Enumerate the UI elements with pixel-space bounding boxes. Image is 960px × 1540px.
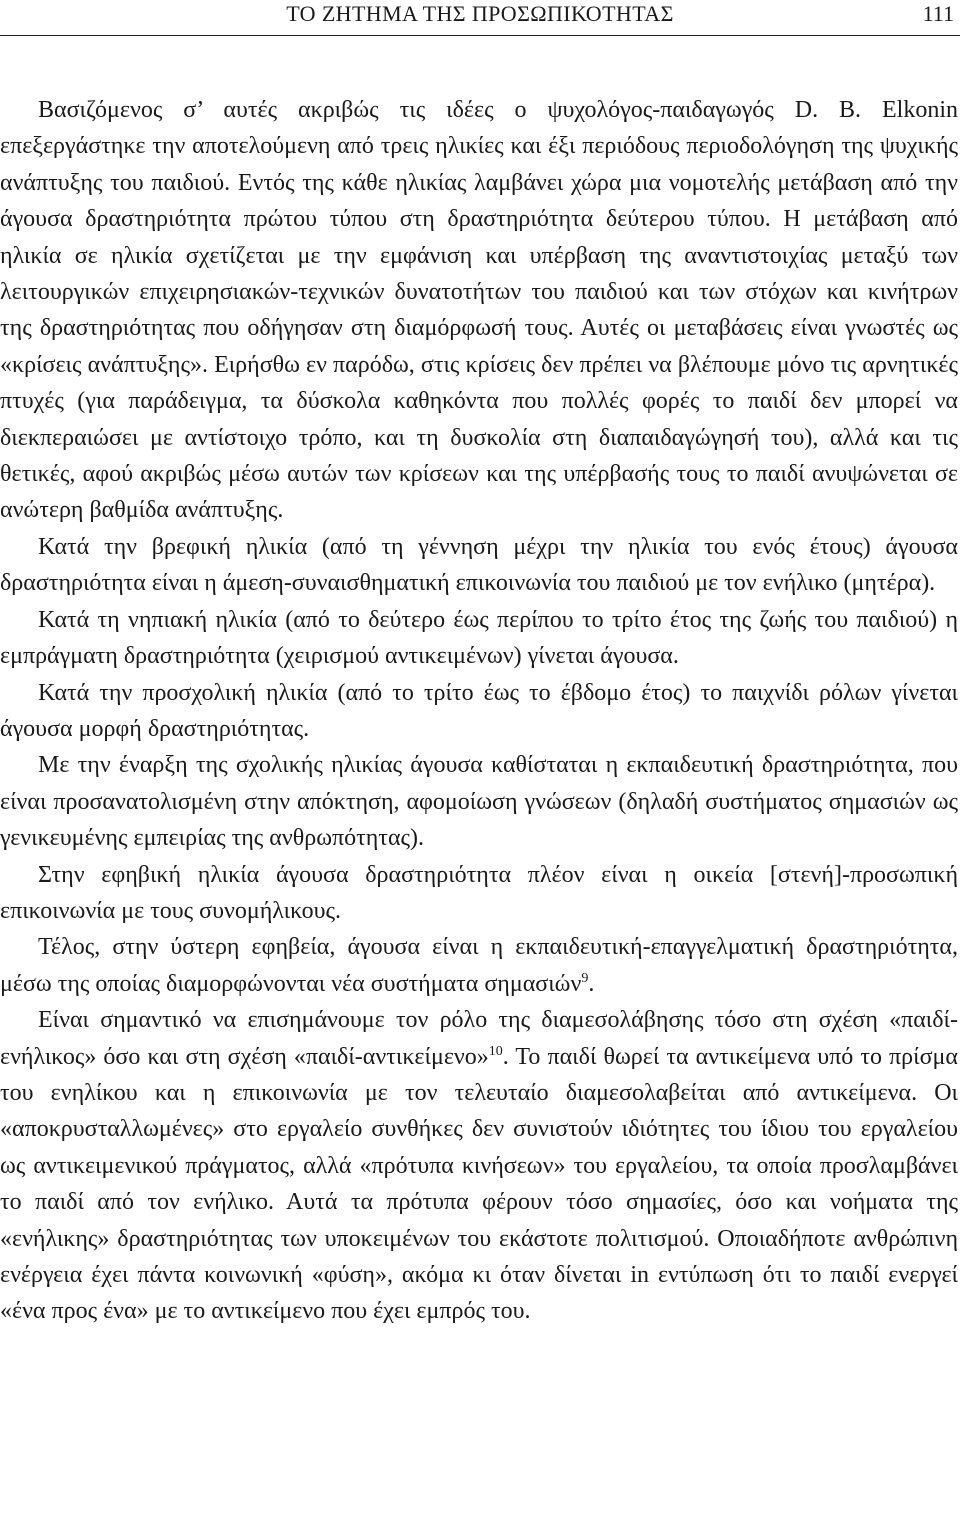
page-number: 111	[922, 1, 954, 26]
running-header	[0, 0, 960, 36]
paragraph-infancy: Κατά την βρεφική ηλικία (από τη γέννηση μέχρι την ηλικία του ενός έτους) άγουσα δραστηριότητα είναι η άμεση-συναισθηματική επικοινωνία του παιδιού με τον ενήλικο (μητέρα).	[0, 533, 958, 597]
footnote-reference: 10	[488, 1043, 503, 1059]
paragraph-mediation	[0, 1002, 958, 1330]
paragraph-text: .	[588, 970, 595, 997]
body-text	[0, 92, 958, 1330]
paragraph-text: Τέλος, στην ύστερη εφηβεία, άγουσα είναι η εκπαιδευτική-επαγγελματική δραστηριότητα, μέσω της οποίας διαμορφώνονται νέα συστήματα σημασιών	[0, 934, 958, 997]
paragraph-early-childhood: Κατά τη νηπιακή ηλικία (από το δεύτερο έως περίπου το τρίτο έτος της ζωής του παιδιού) η εμπράγματη δραστηριότητα (χειρισμού αντικειμένων) γίνεται άγουσα.	[0, 606, 958, 670]
paragraph-elkonin-periodization: Βασιζόμενος σ’ αυτές ακριβώς τις ιδέες ο ψυχολόγος-παιδαγωγός D. B. Elkonin επεξεργάστηκε την αποτελούμενη από τρεις ηλικίες και έξι περιόδους περιοδολόγηση της ψυχικής ανάπτυξης του παιδιού. Εντός της κάθε ηλικίας λαμβάνει χώρα μια νομοτελής μετάβαση από την άγουσα δραστηριότητα πρώτου τύπου στη δραστηριότητα δεύτερου τύπου. Η μετάβαση από ηλικία σε ηλικία σχετίζεται με την εμφάνιση και υπέρβαση της αναντιστοιχίας μεταξύ των λειτουργικών επιχειρησιακών-τεχνικών δυνατοτήτων του παιδιού και των στόχων και κινήτρων της δραστηριότητας που οδήγησαν στη διαμόρφωσή τους. Αυτές οι μεταβάσεις είναι γνωστές ως «κρίσεις ανάπτυξης». Ειρήσθω εν παρόδω, στις κρίσεις δεν πρέπει να βλέπουμε μόνο τις αρνητικές πτυχές (για παράδειγμα, τα δύσκολα καθηκόντα που πολλές φορές το παιδί δεν μπορεί να διεκπεραιώσει με αντίστοιχο τρόπο, και τη δυσκολία στη διαπαιδαγώγησή του), αλλά και τις θετικές, αφού ακριβώς μέσω αυτών των κρίσεων και της υπέρβασής τους το παιδί ανυψώνεται σε ανώτερη βαθμίδα ανάπτυξης.	[0, 97, 958, 524]
paragraph-text: Είναι σημαντικό να επισημάνουμε τον ρόλο της διαμεσολάβησης τόσο στη σχέση «παιδί-ενήλικος» όσο και στη σχέση «παιδί-αντικείμενο»	[0, 1007, 958, 1070]
paragraph-text: . Το παιδί θωρεί τα αντικείμενα υπό το πρίσμα του ενηλίκου και η επικοινωνία με τον τελευταίο διαμεσολαβείται από αντικείμενα. Οι «αποκρυσταλλωμένες» στο εργαλείο συνθήκες δεν συνιστούν ιδιότητες του ίδιου του εργαλείου ως αντικειμενικού πράγματος, αλλά «πρότυπα κινήσεων» του εργαλείου, τα οποία προσλαμβάνει το παιδί από τον ενήλικο. Αυτά τα πρότυπα φέρουν τόσο σημασίες, όσο και νοήματα της «ενήλικης» δραστηριότητας των υποκειμένων του εκάστοτε πολιτισμού. Οποιαδήποτε ανθρώπινη ενέργεια έχει πάντα κοινωνική «φύση», ακόμα κι όταν δίνεται in εντύπωση ότι το παιδί ενεργεί «ένα προς ένα» με το αντικείμενο που έχει εμπρός του.	[0, 1043, 958, 1325]
paragraph-adolescence: Στην εφηβική ηλικία άγουσα δραστηριότητα πλέον είναι η οικεία [στενή]-προσωπική επικοινωνία με τους συνομήλικους.	[0, 861, 958, 924]
paragraph-late-adolescence	[0, 929, 958, 1002]
header-rule	[0, 35, 960, 36]
running-title: ΤΟ ΖΗΤΗΜΑ ΤΗΣ ΠΡΟΣΩΠΙΚΟΤΗΤΑΣ	[286, 1, 674, 26]
paragraph-school-age: Με την έναρξη της σχολικής ηλικίας άγουσα καθίσταται η εκπαιδευτική δραστηριότητα, που είναι προσανατολισμένη στην απόκτηση, αφομοίωση γνώσεων (δηλαδή συστήματος σημασιών ως γενικευμένης εμπειρίας της ανθρωπότητας).	[0, 752, 958, 852]
footnote-reference: 9	[581, 970, 589, 986]
paragraph-preschool: Κατά την προσχολική ηλικία (από το τρίτο έως το έβδομο έτος) το παιχνίδι ρόλων γίνεται άγουσα μορφή δραστηριότητας.	[0, 679, 958, 742]
